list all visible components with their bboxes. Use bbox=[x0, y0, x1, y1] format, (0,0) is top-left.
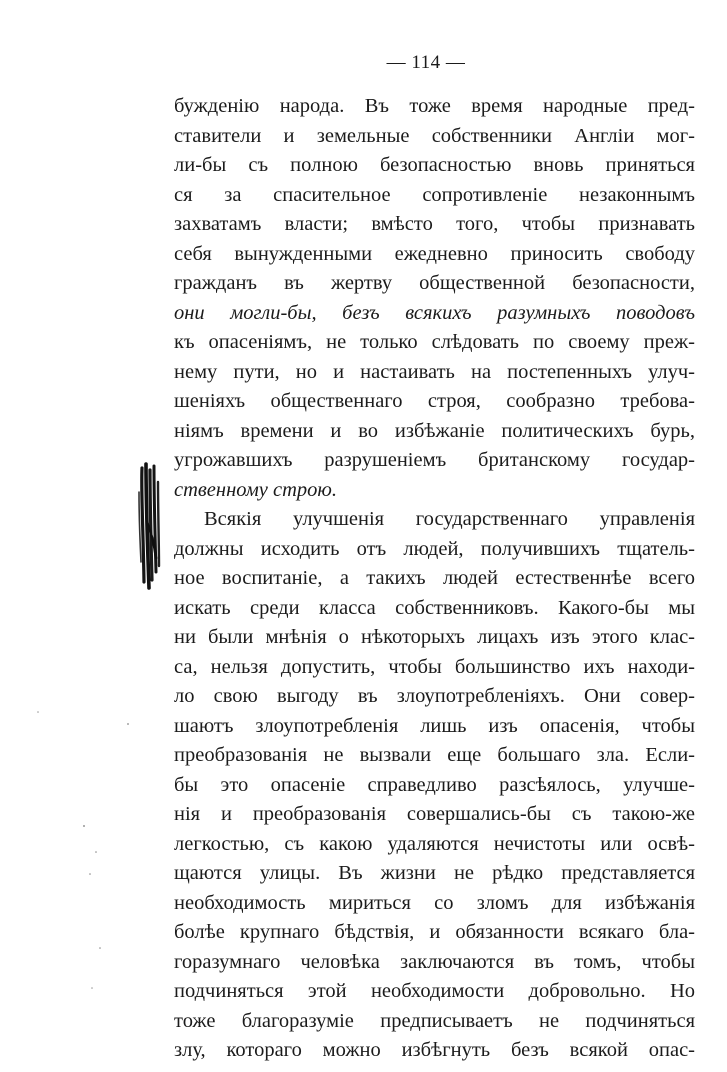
text-line: ни были мнѣнія о нѣкоторыхъ лицахъ изъ этого клас- bbox=[174, 626, 695, 648]
text-line: нія и преобразованія совершались-бы съ такою-же bbox=[174, 803, 695, 825]
text-line: бужденію народа. Въ тоже время народные пред- bbox=[174, 95, 695, 117]
text-line: тоже благоразуміе предписываетъ не подчиняться bbox=[174, 1009, 695, 1032]
text-line: са, нельзя допустить, чтобы большинство ихъ находи- bbox=[174, 655, 695, 678]
text-line: шеніяхъ общественнаго строя, сообразно требова- bbox=[174, 390, 695, 412]
page-number: — 114 — bbox=[386, 52, 466, 73]
text-line: ніямъ времени и во избѣжаніе политическихъ бурь, bbox=[174, 419, 695, 442]
text-line: нему пути, но и настаивать на постепенныхъ улуч- bbox=[174, 360, 695, 383]
text-line: искать среди класса собственниковъ. Какого-бы мы bbox=[174, 596, 695, 619]
paragraph-2 bbox=[174, 505, 695, 1066]
text-line: легкостью, съ какою удаляются нечистоты или освѣ- bbox=[174, 832, 695, 855]
text-line: Всякія улучшенія государственнаго управленія bbox=[204, 508, 695, 530]
paragraph-1 bbox=[174, 92, 695, 505]
text-line: шаютъ злоупотребленія лишь изъ опасенія, чтобы bbox=[174, 714, 695, 737]
text-line: ное воспитаніе, а такихъ людей естественнѣе всего bbox=[174, 567, 695, 589]
text-line: ственному строю. bbox=[174, 478, 337, 501]
text-line: они могли-бы, безъ всякихъ разумныхъ поводовъ bbox=[174, 301, 695, 324]
pencil-margin-mark bbox=[132, 462, 172, 590]
text-line: злу, котораго можно избѣгнуть безъ всякой опас- bbox=[174, 1039, 695, 1061]
text-line: къ опасеніямъ, не только слѣдовать по своему преж- bbox=[174, 331, 695, 353]
text-line: ло свою выгоду въ злоупотребленіяхъ. Они совер- bbox=[174, 685, 695, 707]
text-line: захватамъ власти; вмѣсто того, чтобы признавать bbox=[174, 213, 695, 235]
text-line: ся за спасительное сопротивленіе незаконнымъ bbox=[174, 183, 695, 206]
text-line: себя вынужденными ежедневно приносить свободу bbox=[174, 242, 695, 265]
body-text bbox=[174, 92, 695, 1066]
text-line: бы это опасеніе справедливо разсѣялось, улучше- bbox=[174, 773, 695, 796]
text-line: щаются улицы. Въ жизни не рѣдко представляется bbox=[174, 862, 695, 884]
text-line: ставители и земельные собственники Англіи мог- bbox=[174, 124, 695, 147]
text-line: гражданъ въ жертву общественной безопасности, bbox=[174, 272, 695, 294]
text-line: угрожавшихъ разрушеніемъ британскому государ- bbox=[174, 449, 695, 471]
text-line: подчиняться этой необходимости добровольно. Но bbox=[174, 980, 695, 1002]
text-line: преобразованія не вызвали еще большаго зла. Если- bbox=[174, 744, 695, 766]
text-line: ли-бы съ полною безопасностью вновь приняться bbox=[174, 154, 695, 176]
text-line: болѣе крупнаго бѣдствія, и обязанности всякаго бла- bbox=[174, 921, 695, 943]
text-line: горазумнаго человѣка заключаются въ томъ, чтобы bbox=[174, 950, 695, 973]
text-line: необходимость мириться со зломъ для избѣжанія bbox=[174, 891, 695, 914]
text-line: должны исходить отъ людей, получившихъ тщатель- bbox=[174, 537, 695, 560]
